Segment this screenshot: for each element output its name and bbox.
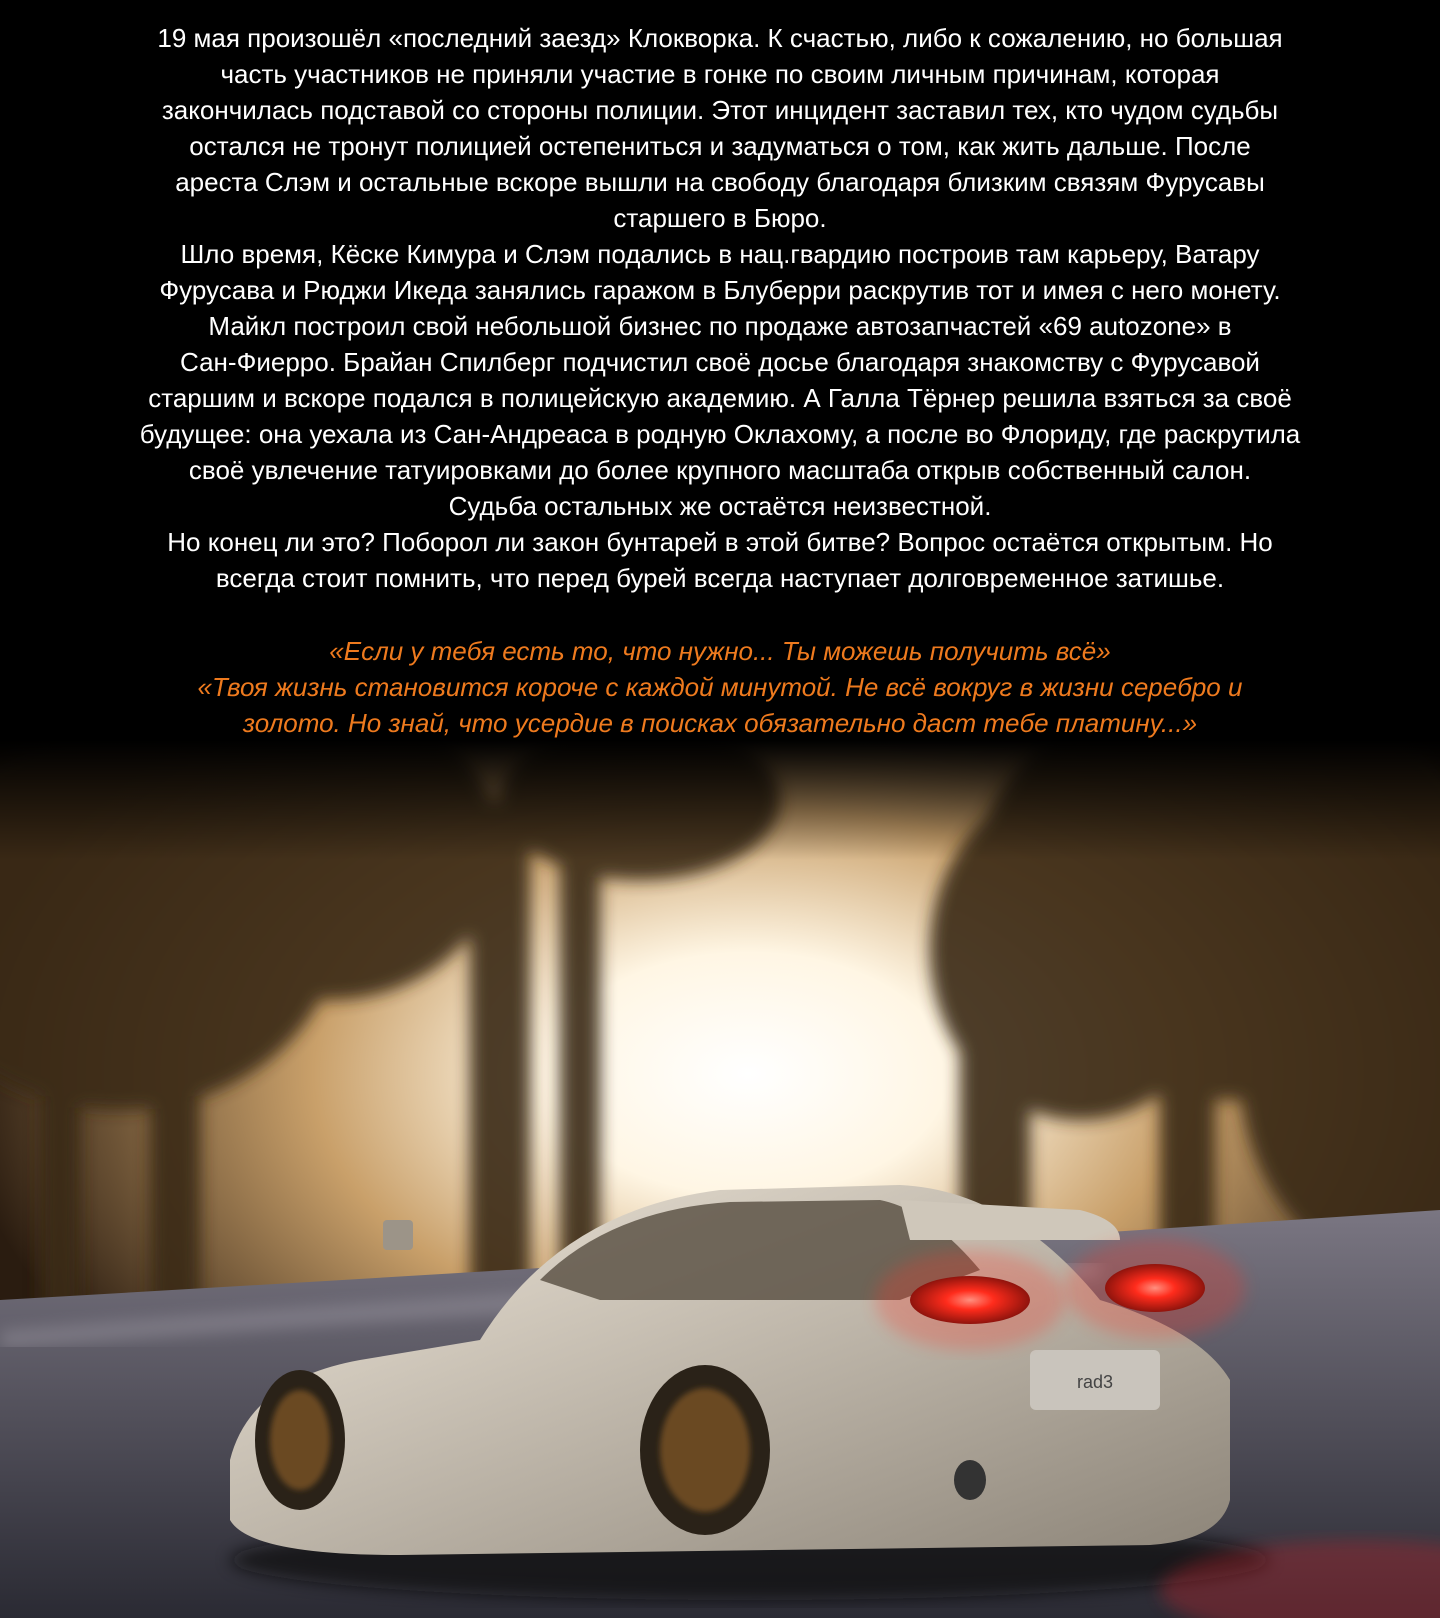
- story-text: [40, 20, 1400, 596]
- license-plate: rad3: [1076, 1372, 1114, 1392]
- story-line: Сан-Фиерро. Брайан Спилберг подчистил своё досье благодаря знакомству с Фурусавой: [180, 347, 1260, 377]
- story-line: Но конец ли это? Поборол ли закон бунтарей в этой битве? Вопрос остаётся открытым. Но: [167, 527, 1273, 557]
- story-line: старшего в Бюро.: [613, 203, 827, 233]
- story-line: закончилась подставой со стороны полиции. Этот инцидент заставил тех, кто чудом судьбы: [161, 95, 1279, 125]
- story-line: Шло время, Кёске Кимура и Слэм подались в нац.гвардию построив там карьеру, Ватару: [180, 239, 1260, 269]
- story-line: ареста Слэм и остальные вскоре вышли на свободу благодаря близким связям Фурусавы: [175, 167, 1265, 197]
- story-line: будущее: она уехала из Сан-Андреаса в родную Оклахому, а после во Флориду, где раскрутила: [139, 419, 1301, 449]
- car-scene-illustration: [0, 740, 1440, 1618]
- quote-line: золото. Но знай, что усердие в поисках обязательно даст тебе платину...»: [242, 708, 1198, 738]
- quote-line: «Если у тебя есть то, что нужно... Ты можешь получить всё»: [329, 636, 1111, 666]
- story-line: 19 мая произошёл «последний заезд» Клокворка. К счастью, либо к сожалению, но большая: [157, 23, 1283, 53]
- closing-quotes: [40, 633, 1400, 741]
- story-line: старшим и вскоре подался в полицейскую академию. А Галла Тёрнер решила взяться за своё: [148, 383, 1292, 413]
- story-line: остался не тронут полицией остепениться и задуматься о том, как жить дальше. После: [189, 131, 1251, 161]
- story-line: Судьба остальных же остаётся неизвестной.: [448, 491, 992, 521]
- car-illustration: [230, 1185, 1270, 1600]
- quote-line: «Твоя жизнь становится короче с каждой минутой. Не всё вокруг в жизни серебро и: [197, 672, 1243, 702]
- car-scene-image: [0, 740, 1440, 1618]
- story-line: Фурусава и Рюджи Икеда занялись гаражом в Блуберри раскрутив тот и имея с него монету.: [159, 275, 1281, 305]
- story-line: всегда стоит помнить, что перед бурей всегда наступает долговременное затишье.: [215, 563, 1225, 593]
- story-line: своё увлечение татуировками до более крупного масштаба открыв собственный салон.: [188, 455, 1252, 485]
- story-line: часть участников не приняли участие в гонке по своим личным причинам, которая: [220, 59, 1220, 89]
- story-line: Майкл построил свой небольшой бизнес по продаже автозапчастей «69 autozone» в: [208, 311, 1232, 341]
